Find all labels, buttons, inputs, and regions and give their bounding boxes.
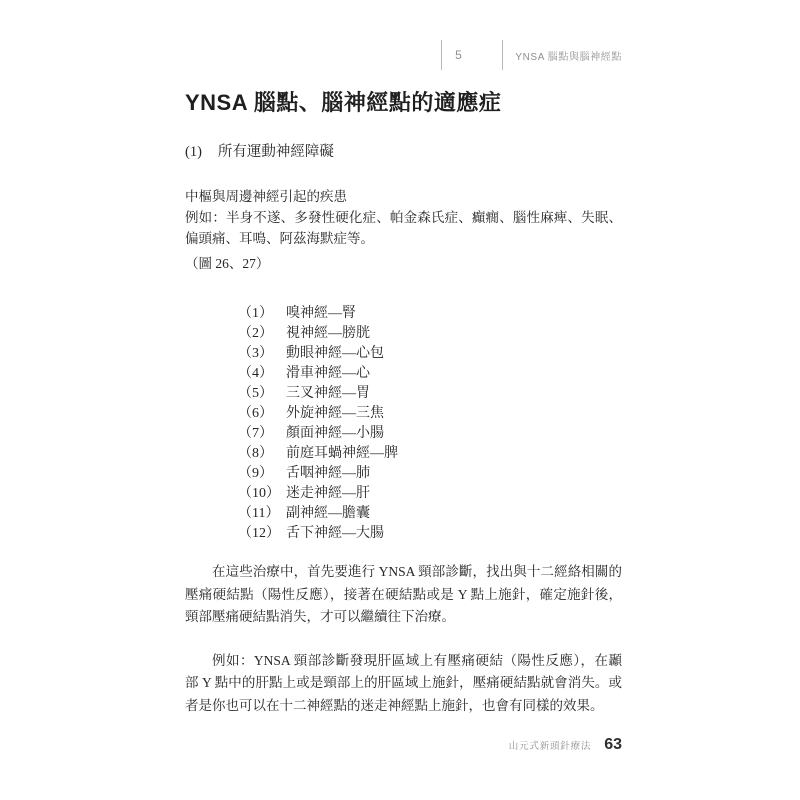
list-item-text: 動眼神經—心包 xyxy=(286,346,384,361)
list-item xyxy=(238,524,622,544)
header-divider-left xyxy=(441,40,442,70)
chapter-title: YNSA 腦點與腦神經點 xyxy=(515,51,622,63)
running-header xyxy=(441,40,622,70)
nerve-organ-list xyxy=(238,304,622,544)
header-divider-right xyxy=(502,40,503,70)
list-item-number: （4） xyxy=(238,366,273,381)
list-item-text: 視神經—膀胱 xyxy=(286,326,370,341)
list-item-number: （7） xyxy=(238,426,273,441)
list-item-text: 前庭耳蝸神經—脾 xyxy=(286,446,398,461)
list-item-text: 三叉神經—胃 xyxy=(286,386,370,401)
list-item-text: 顏面神經—小腸 xyxy=(286,426,384,441)
list-item xyxy=(238,444,622,464)
list-item-number: （6） xyxy=(238,406,273,421)
intro-block xyxy=(185,186,622,249)
list-item xyxy=(238,484,622,504)
figure-reference: （圖 26、27） xyxy=(185,256,270,271)
list-item xyxy=(238,424,622,444)
list-item-text: 副神經—膽囊 xyxy=(286,506,370,521)
page-title: YNSA 腦點、腦神經點的適應症 xyxy=(185,90,502,115)
page-footer xyxy=(509,736,622,754)
list-item-number: （1） xyxy=(238,306,273,321)
list-item-text: 迷走神經—肝 xyxy=(286,486,370,501)
list-item-text: 外旋神經—三焦 xyxy=(286,406,384,421)
list-item-number: （8） xyxy=(238,446,273,461)
list-item xyxy=(238,384,622,404)
section-number: (1) xyxy=(185,144,202,160)
treatment-paragraph: 在這些治療中，首先要進行 YNSA 頸部診斷，找出與十二經絡相關的壓痛硬結點（陽性反應），接著在硬結點或是 Y 點上施針，確定施針後，頸部壓痛硬結點消失，才可以繼續往下治療。 xyxy=(185,564,622,624)
list-item-number: （11） xyxy=(238,506,280,521)
list-item-number: （9） xyxy=(238,466,273,481)
list-item-number: （12） xyxy=(238,526,280,541)
list-item xyxy=(238,344,622,364)
section-heading xyxy=(185,142,622,162)
list-item-number: （10） xyxy=(238,486,280,501)
intro-examples: 例如：半身不遂、多發性硬化症、帕金森氏症、癲癇、腦性麻痺、失眠、偏頭痛、耳鳴、阿茲海默症等。 xyxy=(185,210,622,246)
list-item xyxy=(238,464,622,484)
book-title: 山元式新頭針療法 xyxy=(508,741,592,752)
list-item xyxy=(238,304,622,324)
list-item xyxy=(238,504,622,524)
list-item-text: 舌下神經—大腸 xyxy=(286,526,384,541)
list-item xyxy=(238,324,622,344)
intro-line: 中樞與周邊神經引起的疾患 xyxy=(185,189,347,204)
list-item-number: （2） xyxy=(238,326,273,341)
list-item-text: 滑車神經—心 xyxy=(286,366,370,381)
page-number: 63 xyxy=(604,736,622,753)
list-item xyxy=(238,364,622,384)
chapter-number: 5 xyxy=(455,48,463,62)
page-content xyxy=(185,88,622,717)
list-item-text: 舌咽神經—肺 xyxy=(286,466,370,481)
list-item-text: 嗅神經—腎 xyxy=(286,306,356,321)
section-heading-text: 所有運動神經障礙 xyxy=(217,144,334,160)
list-item xyxy=(238,404,622,424)
list-item-number: （5） xyxy=(238,386,273,401)
list-item-number: （3） xyxy=(238,346,273,361)
example-paragraph: 例如：YNSA 頸部診斷發現肝區域上有壓痛硬結（陽性反應），在顳部 Y 點中的肝點上或是頸部上的肝區域上施針，壓痛硬結點就會消失。或者是你也可以在十二神經點的迷走神經點上施針，也會有同樣的效果。 xyxy=(185,652,622,713)
